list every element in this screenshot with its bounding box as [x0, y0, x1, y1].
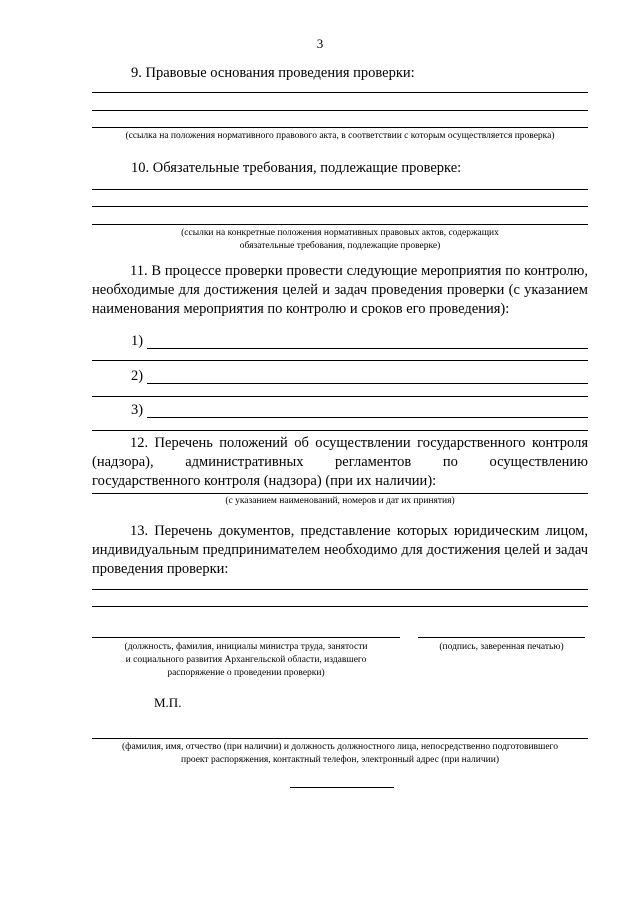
section-9-line-1 [92, 92, 588, 93]
section-10-note-line-2: обязательные требования, подлежащие проверке) [239, 241, 441, 251]
section-11-item-1-field [147, 334, 588, 349]
section-12-line [92, 493, 588, 494]
section-11-item-3-line-2 [92, 430, 588, 431]
preparer-note [92, 741, 588, 767]
section-11-item-1-line-2 [92, 360, 588, 361]
section-12-note: (с указанием наименований, номеров и дат их принятия) [225, 496, 455, 506]
preparer-note-line-1: (фамилия, имя, отчество (при наличии) и должность должностного лица, непосредственно подготовившего [122, 742, 558, 752]
end-separator [290, 787, 394, 788]
section-13-text: 13. Перечень документов, представление которых юридическим лицом, индивидуальным предпринимателем необходимо для достижения целей и задач проведения проверки: [92, 523, 588, 577]
section-10-note-line-1: (ссылки на конкретные положения нормативных правовых актов, содержащих [181, 228, 499, 238]
official-position-line [92, 637, 400, 638]
signature-line [418, 637, 585, 638]
section-11-item-2 [131, 367, 588, 386]
section-10-line-3 [92, 224, 588, 225]
section-11-item-2-field [147, 369, 588, 384]
section-9-heading: 9. Правовые основания проведения проверки: [131, 65, 415, 81]
official-position-note-line-1: (должность, фамилия, инициалы министра труда, занятости [124, 642, 368, 652]
section-11-item-3-field [147, 403, 588, 418]
section-10-line-1 [92, 189, 588, 190]
section-11-item-3-label: 3) [131, 402, 144, 418]
section-9-note: (ссылка на положения нормативного правового акта, в соответствии с которым осуществляется проверка) [125, 131, 555, 141]
section-11-item-1-label: 1) [131, 333, 144, 349]
stamp-label: М.П. [154, 695, 182, 710]
official-position-note [92, 641, 400, 680]
section-11-item-1 [131, 332, 588, 351]
section-9-line-3 [92, 127, 588, 128]
preparer-note-line-2: проект распоряжения, контактный телефон, электронный адрес (при наличии) [181, 755, 499, 765]
signature-note: (подпись, заверенная печатью) [439, 642, 564, 652]
section-9-line-2 [92, 110, 588, 111]
section-11-item-2-label: 2) [131, 368, 144, 384]
section-10-note [92, 227, 588, 253]
official-position-note-line-2: и социального развития Архангельской области, издавшего [125, 655, 367, 665]
section-11-item-2-line-2 [92, 396, 588, 397]
section-10-line-2 [92, 206, 588, 207]
section-11-text: 11. В процессе проверки провести следующие мероприятия по контролю, необходимые для достижения целей и задач проведения проверки (с указанием наименования мероприятия по контролю и сроков его проведения): [92, 263, 588, 317]
official-position-note-line-3: распоряжение о проведении проверки) [167, 668, 325, 678]
section-10-heading: 10. Обязательные требования, подлежащие проверке: [131, 160, 462, 176]
section-11-item-3 [131, 401, 588, 420]
section-13-line-1 [92, 589, 588, 590]
preparer-line [92, 738, 588, 739]
page-number: 3 [316, 36, 324, 51]
section-12-text: 12. Перечень положений об осуществлении государственного контроля (надзора), административных регламентов по осуществлению государственного контроля (надзора) (при их наличии): [92, 435, 588, 489]
section-13-line-2 [92, 606, 588, 607]
